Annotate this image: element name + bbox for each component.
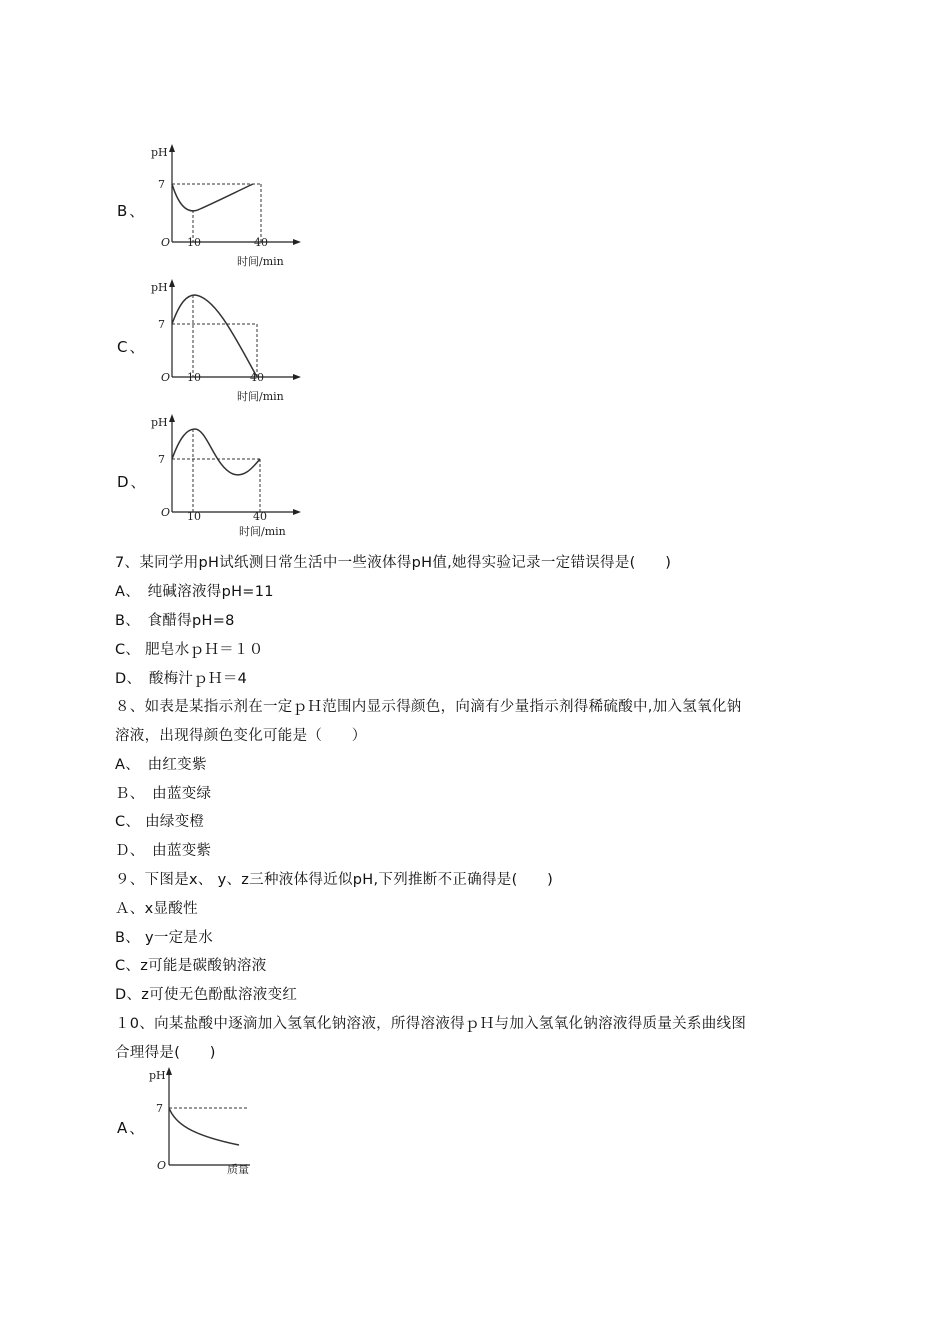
question-9-option-b: B、 y一定是水 xyxy=(115,930,214,946)
question-8-stem-line1: ８、如表是某指示剂在一定ｐＨ范围内显示得颜色，向滴有少量指示剂得稀硫酸中,加入氢氧化钠 xyxy=(115,699,742,715)
question-7-option-a: A、 纯碱溶液得pH=11 xyxy=(115,584,274,600)
option-label-b: B、 xyxy=(117,202,147,220)
question-8-option-d: Ｄ、 由蓝变紫 xyxy=(115,843,212,859)
y-axis-label: pH xyxy=(151,281,168,294)
y-axis-label: pH xyxy=(151,416,168,429)
question-8-option-b: Ｂ、 由蓝变绿 xyxy=(115,786,212,802)
x-tick-40: 40 xyxy=(254,236,268,249)
y-tick-7: 7 xyxy=(158,178,165,191)
y-tick-7: 7 xyxy=(158,318,165,331)
y-axis-label: pH xyxy=(149,1069,166,1082)
x-axis-label: 质量 xyxy=(227,1163,249,1176)
graph-a-q10 xyxy=(145,1063,305,1183)
option-label-d: D、 xyxy=(117,473,148,491)
x-tick-40: 40 xyxy=(253,510,267,523)
question-9-option-d: D、z可使无色酚酞溶液变红 xyxy=(115,987,298,1003)
graph-b xyxy=(145,142,305,272)
question-7-option-c: C、 肥皂水ｐＨ＝１０ xyxy=(115,642,264,658)
question-9-stem: ９、下图是x、 y、z三种液体得近似pH,下列推断不正确得是( ) xyxy=(115,872,554,888)
graph-d xyxy=(145,412,305,542)
question-9-option-a: Ａ、x显酸性 xyxy=(115,901,198,917)
y-tick-7: 7 xyxy=(156,1102,163,1115)
question-7-option-d: D、 酸梅汁ｐＨ＝4 xyxy=(115,671,248,687)
question-10-stem-line2: 合理得是( ) xyxy=(115,1045,216,1061)
x-tick-40: 40 xyxy=(250,371,264,384)
x-axis-label: 时间/min xyxy=(237,255,284,268)
graph-c xyxy=(145,277,305,407)
y-axis-label: pH xyxy=(151,146,168,159)
option-label-a: A、 xyxy=(117,1119,147,1137)
origin-label: O xyxy=(161,236,171,249)
y-tick-7: 7 xyxy=(158,453,165,466)
question-8-option-a: A、 由红变紫 xyxy=(115,757,207,773)
x-axis-label: 时间/min xyxy=(239,525,286,538)
question-10-stem-line1: １0、向某盐酸中逐滴加入氢氧化钠溶液，所得溶液得ｐＨ与加入氢氧化钠溶液得质量关系曲线图 xyxy=(115,1016,747,1032)
origin-label: O xyxy=(161,371,171,384)
question-8-option-c: C、 由绿变橙 xyxy=(115,814,205,830)
x-tick-10: 10 xyxy=(187,371,201,384)
question-9-option-c: C、z可能是碳酸钠溶液 xyxy=(115,958,267,974)
question-7-option-b: B、 食醋得pH=8 xyxy=(115,613,235,629)
question-7-stem: 7、某同学用pH试纸测日常生活中一些液体得pH值,她得实验记录一定错误得是( ) xyxy=(115,555,672,571)
x-tick-10: 10 xyxy=(187,236,201,249)
question-8-stem-line2: 溶液，出现得颜色变化可能是（ ） xyxy=(115,728,367,744)
x-tick-10: 10 xyxy=(187,510,201,523)
x-axis-label: 时间/min xyxy=(237,390,284,403)
origin-label: O xyxy=(161,506,171,519)
option-label-c: C、 xyxy=(117,338,147,356)
origin-label: O xyxy=(157,1159,167,1172)
